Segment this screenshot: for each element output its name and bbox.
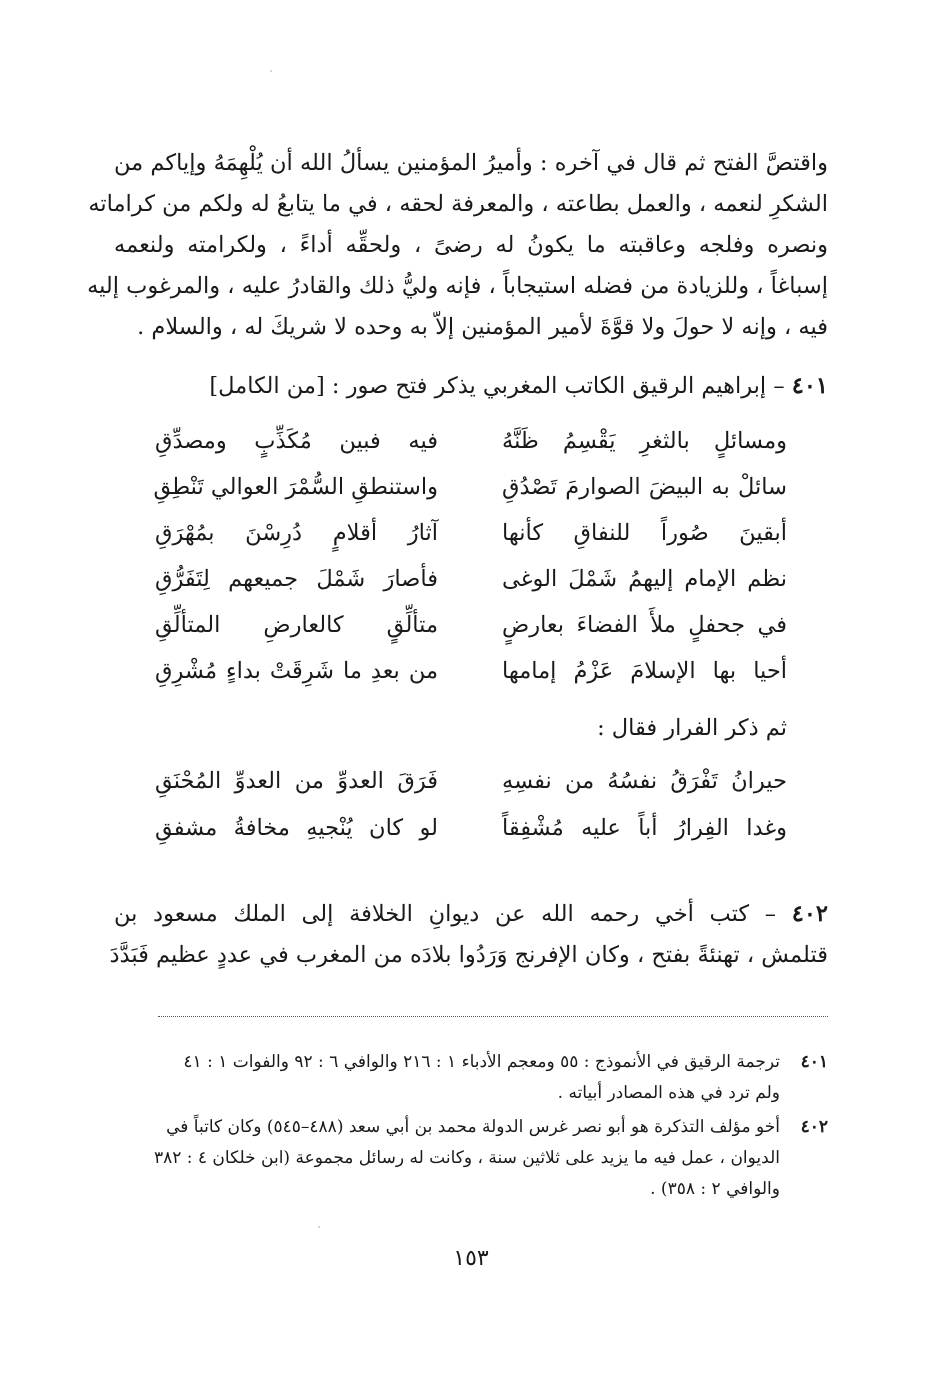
entry-401-heading [114,366,828,406]
verse-first-hemistich: في جحفلٍ ملأَ الفضاءَ بعارضٍ [502,612,787,638]
verse-first-hemistich: حيرانُ تَفْرَقُ نفسُهُ من نفسِهِ [502,768,787,794]
verse-first-hemistich: أحيا بها الإسلامَ عَزْمُ إمامها [502,658,787,684]
verse-second-hemistich: من بعدِ ما شَرِقَتْ بداءٍ مُشْرِقِ [155,658,438,684]
footnote-402 [110,1112,828,1205]
footnote-number: ٤٠١ [800,1052,828,1072]
verse-row [155,419,787,463]
footnote-line: ولم ترد في هذه المصادر أبياته . [557,1083,780,1103]
intro-line-5: فيه ، وإنه لا حولَ ولا قوَّةَ لأمير المؤمنين إلاّ به وحده لا شريكَ له ، والسلام . [137,314,828,340]
intro-line-2: الشكرِ لنعمه ، والعمل بطاعته ، والمعرفة لحقه ، في ما يتابعُ له ولكم من كراماته [88,191,828,217]
entry-402-line-2: قتلمش ، تهنئةً بفتح ، وكان الإفرنج وَرَدُوا بلادَه من المغرب في عددٍ عظيم فَبَدَّدَ [109,942,828,968]
entry-402-number: ٤٠٢ [791,901,828,927]
footnote-number: ٤٠٢ [800,1117,828,1137]
footnote-line: ترجمة الرقيق في الأنموذج : ٥٥ ومعجم الأدباء ١ : ٢١٦ والوافي ٦ : ٩٢ والفوات ١ : ٤١ [183,1052,780,1072]
intro-line-1: واقتصَّ الفتح ثم قال في آخره : وأميرُ المؤمنين يسألُ الله أن يُلْهِمَهُ وإياكم من [114,150,828,176]
verse-row [155,759,787,803]
verse-row [155,603,787,647]
verse-second-hemistich: فَرَقَ العدوِّ من العدوِّ المُحْنَقِ [155,768,438,794]
verse-first-hemistich: ومسائلٍ بالثغرِ يَقْسِمُ ظَنَّهُ [502,428,787,454]
verse-row [155,511,787,555]
page-number: ١٥٣ [453,1246,489,1271]
footnote-401 [110,1047,828,1109]
verse-first-hemistich: وغدا الفِرارُ أباً عليه مُشْفِقاً [502,815,787,841]
intro-line-3: ونصره وفلجه وعاقبته ما يكونُ له رضىً ، ولحقِّه أداءً ، ولكرامته ولنعمه [114,232,828,258]
verse-second-hemistich: فأصارَ شَمْلَ جميعهم لِتَفَرُّقِ [155,566,438,592]
verse-row [155,806,787,850]
footnote-separator [158,1016,828,1017]
verse-row [155,649,787,693]
verse-first-hemistich: نظم الإمام إليهمُ شَمْلَ الوغى [502,566,787,592]
verse-second-hemistich: آثارُ أقلامٍ دُرِسْنَ بمُهْرَقِ [155,520,438,546]
entry-402-line-1 [114,894,828,934]
verse-row [155,557,787,601]
scan-speck [270,70,272,72]
entry-401-text: – إبراهيم الرقيق الكاتب المغربي يذكر فتح صور : [من الكامل] [209,373,785,399]
verse-second-hemistich: واستنطقِ السُّمْرَ العوالي تَنْطِقِ [153,474,438,500]
verse-first-hemistich: سائلْ به البيضَ الصوارمَ تَصْدُقِ [502,474,787,500]
verse-second-hemistich: لو كان يُنْجيهِ مخافةُ مشفقِ [155,815,438,841]
flight-intro: ثم ذكر الفرار فقال : [597,715,787,741]
footnote-line: الديوان ، عمل فيه ما يزيد على ثلاثين سنة ، وكانت له رسائل مجموعة (ابن خلكان ٤ : ٣٨٢ [153,1148,780,1168]
scan-speck [318,1226,320,1228]
verse-first-hemistich: أبقينَ صُوراً للنفاقِ كأنها [502,520,787,546]
footnote-line: أخو مؤلف التذكرة هو أبو نصر غرس الدولة محمد بن أبي سعد (٤٨٨–٥٤٥) وكان كاتباً في [166,1117,780,1137]
footnote-line: والوافي ٢ : ٣٥٨) . [650,1179,780,1199]
verse-second-hemistich: متألِّقٍ كالعارضِ المتألِّقِ [155,612,438,638]
verse-row [155,465,787,509]
entry-402-text: – كتب أخي رحمه الله عن ديوانِ الخلافة إلى الملك مسعود بن [114,901,777,927]
intro-line-4: إسباغاً ، وللزيادة من فضله استيجاباً ، فإنه وليُّ ذلك والقادرُ عليه ، والمرغوب إليه [87,273,828,299]
entry-401-number: ٤٠١ [791,373,828,399]
verse-second-hemistich: فيه فبين مُكَذِّبٍ ومصدِّقِ [155,428,438,454]
